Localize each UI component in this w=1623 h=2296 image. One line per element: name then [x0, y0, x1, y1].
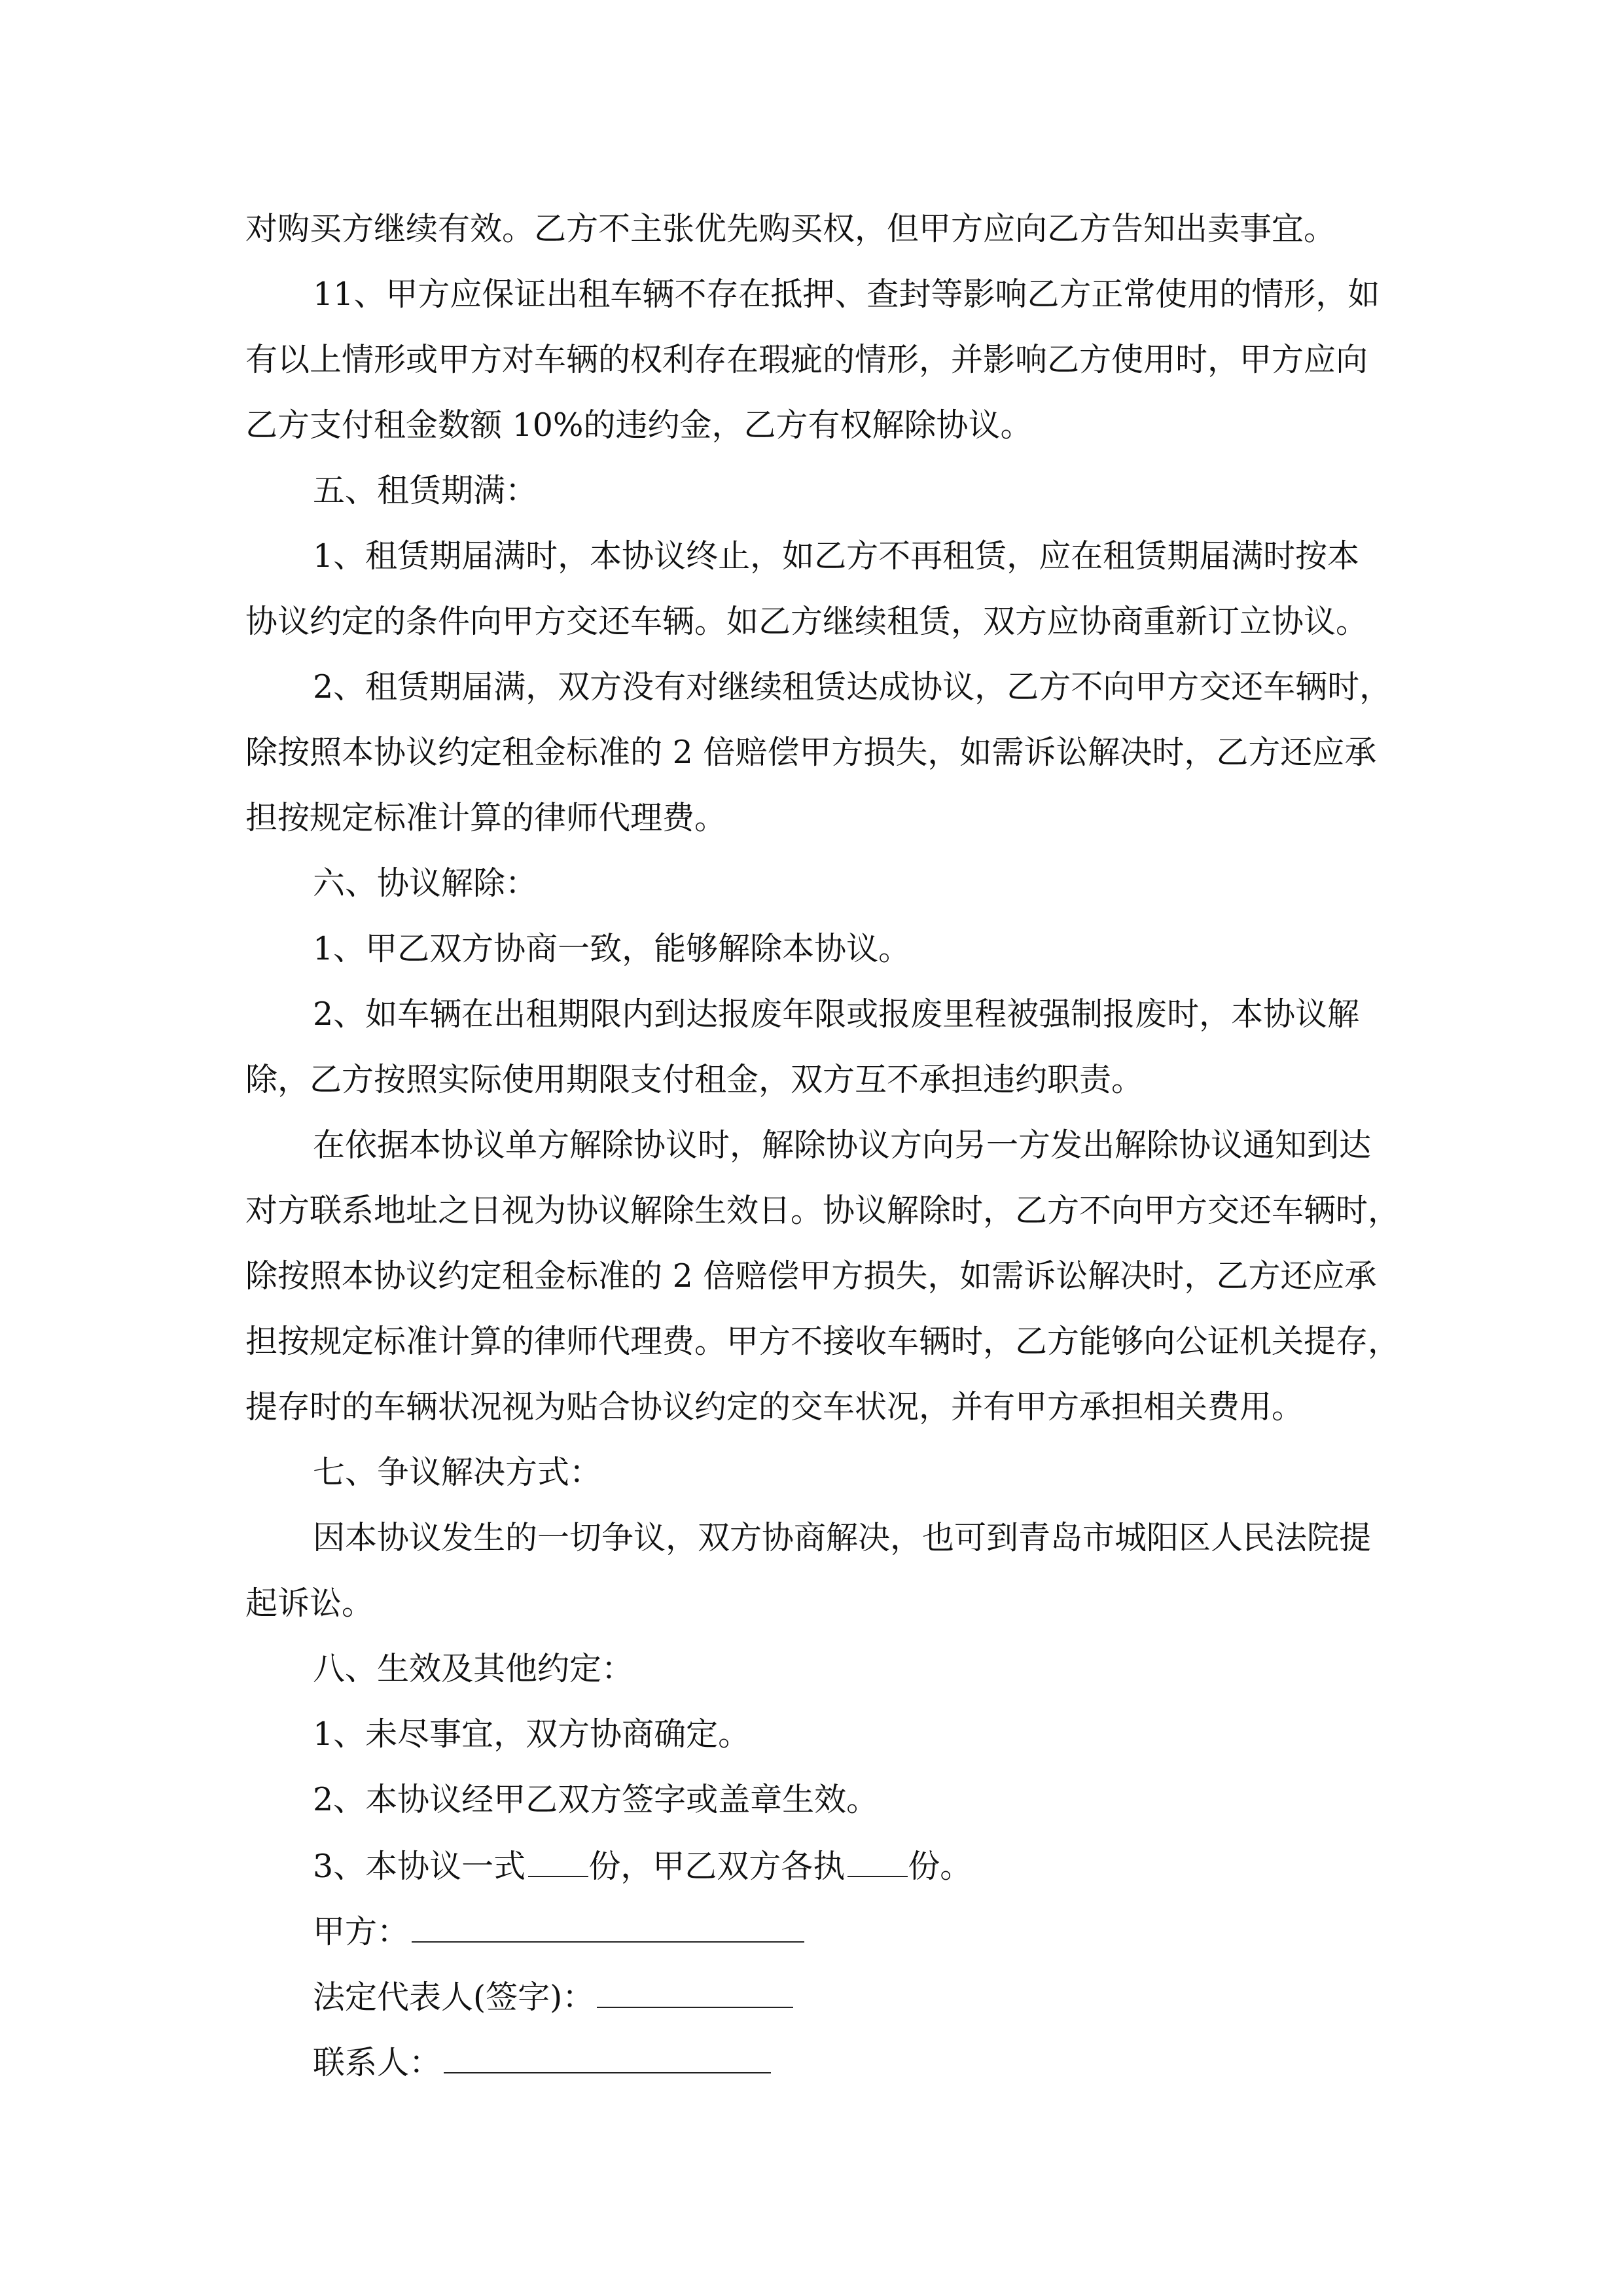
para-line: 1、租赁期届满时，本协议终止，如乙方不再租赁，应在租赁期届满时按本	[313, 537, 1360, 575]
copies-prefix: 3、本协议一式	[313, 1848, 526, 1885]
para-line: 2、如车辆在出租期限内到达报废年限或报废里程被强制报废时，本协议解	[313, 996, 1360, 1033]
party-a-label: 甲方：	[313, 1913, 410, 1950]
signature-party-a	[313, 1911, 804, 1950]
para-line: 除按照本协议约定租金标准的 2 倍赔偿甲方损失，如需诉讼解决时，乙方还应承	[245, 734, 1377, 771]
para-line: 在依据本协议单方解除协议时，解除协议方向另一方发出解除协议通知到达	[313, 1126, 1372, 1164]
para-line: 1、未尽事宜，双方协商确定。	[313, 1715, 751, 1753]
signature-legal-rep	[313, 1977, 793, 2016]
contact-label: 联系人：	[313, 2044, 442, 2081]
para-line: 除，乙方按照实际使用期限支付租金，双方互不承担违约职责。	[245, 1061, 1144, 1098]
para-line: 提存时的车辆状况视为贴合协议约定的交车状况，并有甲方承担相关费用。	[245, 1388, 1304, 1426]
para-line: 对购买方继续有效。乙方不主张优先购买权，但甲方应向乙方告知出卖事宜。	[245, 210, 1336, 247]
para-line: 2、租赁期届满，双方没有对继续租赁达成协议，乙方不向甲方交还车辆时，	[313, 668, 1392, 706]
para-line: 因本协议发生的一切争议，双方协商解决，也可到青岛市城阳区人民法院提	[313, 1519, 1372, 1556]
section-heading: 五、租赁期满：	[313, 472, 538, 509]
legal-rep-blank[interactable]	[597, 1977, 793, 2008]
para-line: 1、甲乙双方协商一致，能够解除本协议。	[313, 930, 911, 967]
para-line: 11、甲方应保证出租车辆不存在抵押、查封等影响乙方正常使用的情形，如	[313, 276, 1380, 313]
section-heading: 七、争议解决方式：	[313, 1454, 602, 1491]
legal-rep-label: 法定代表人(签字)：	[313, 1979, 595, 2016]
para-line: 2、本协议经甲乙双方签字或盖章生效。	[313, 1781, 879, 1818]
para-line: 除按照本协议约定租金标准的 2 倍赔偿甲方损失，如需诉讼解决时，乙方还应承	[245, 1257, 1377, 1295]
copies-unit1: 份，甲乙双方各执	[588, 1848, 846, 1885]
copies-count-blank[interactable]	[528, 1846, 588, 1877]
para-line: 担按规定标准计算的律师代理费。	[245, 799, 727, 836]
para-line: 起诉讼。	[245, 1585, 374, 1622]
section-heading: 八、生效及其他约定：	[313, 1650, 634, 1687]
copies-unit2: 份。	[908, 1848, 972, 1885]
para-line: 担按规定标准计算的律师代理费。甲方不接收车辆时，乙方能够向公证机关提存，	[245, 1323, 1400, 1360]
para-line: 乙方支付租金数额 10%的违约金，乙方有权解除协议。	[245, 406, 1033, 444]
copies-each-blank[interactable]	[847, 1846, 908, 1877]
contact-blank[interactable]	[444, 2042, 771, 2073]
section-heading: 六、协议解除：	[313, 865, 538, 902]
signature-contact	[313, 2042, 771, 2081]
para-line: 有以上情形或甲方对车辆的权利存在瑕疵的情形，并影响乙方使用时，甲方应向	[245, 341, 1368, 378]
copies-line	[313, 1846, 972, 1885]
para-line: 协议约定的条件向甲方交还车辆。如乙方继续租赁，双方应协商重新订立协议。	[245, 603, 1368, 640]
party-a-blank[interactable]	[412, 1911, 804, 1943]
para-line: 对方联系地址之日视为协议解除生效日。协议解除时，乙方不向甲方交还车辆时，	[245, 1192, 1400, 1229]
